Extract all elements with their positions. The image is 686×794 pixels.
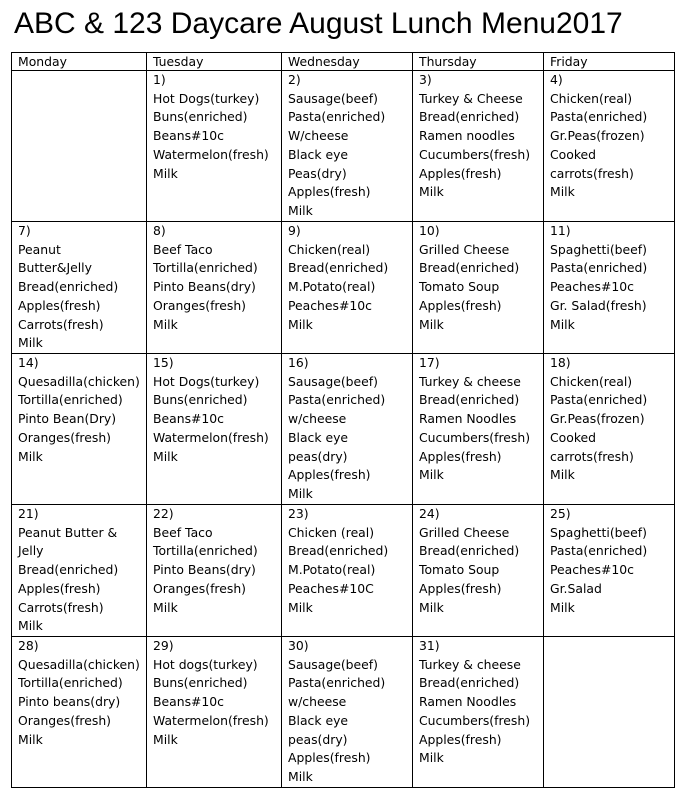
date-number: 31) bbox=[419, 638, 440, 653]
date-number: 24) bbox=[419, 506, 440, 521]
menu-item: Buns(enriched) bbox=[153, 392, 248, 408]
day-cell bbox=[12, 222, 147, 354]
menu-item: Sausage(beef) bbox=[288, 90, 378, 106]
menu-item: Tortilla(enriched) bbox=[153, 260, 258, 276]
menu-item: Buns(enriched) bbox=[153, 109, 248, 125]
menu-item: Apples(fresh) bbox=[419, 580, 502, 596]
menu-item: Pinto Bean(Dry) bbox=[18, 411, 117, 427]
menu-item: Spaghetti(beef) bbox=[550, 241, 647, 257]
menu-item: Peanut Butter & bbox=[18, 524, 118, 540]
day-header-monday: Monday bbox=[12, 53, 147, 71]
menu-item: W/cheese bbox=[288, 128, 349, 144]
menu-item: Black eye bbox=[288, 429, 349, 445]
menu-item: Milk bbox=[153, 316, 178, 332]
date-number: 1) bbox=[153, 72, 166, 87]
day-cell bbox=[12, 71, 147, 222]
menu-item: Cooked bbox=[550, 146, 597, 162]
day-cell bbox=[413, 354, 544, 505]
day-cell bbox=[282, 71, 413, 222]
menu-item: Milk bbox=[550, 184, 575, 200]
menu-item: Milk bbox=[419, 467, 444, 483]
menu-item: Milk bbox=[288, 202, 313, 218]
menu-item: Tortilla(enriched) bbox=[153, 543, 258, 559]
menu-item: Bread(enriched) bbox=[288, 260, 389, 276]
menu-item: Milk bbox=[419, 750, 444, 766]
menu-item: Quesadilla(chicken) bbox=[18, 656, 140, 672]
menu-item: Apples(fresh) bbox=[419, 165, 502, 181]
day-cell bbox=[282, 222, 413, 354]
day-cell bbox=[544, 222, 675, 354]
menu-item: Milk bbox=[419, 184, 444, 200]
day-cell bbox=[12, 505, 147, 637]
menu-item: carrots(fresh) bbox=[550, 165, 634, 181]
menu-item: Sausage(beef) bbox=[288, 373, 378, 389]
date-number: 21) bbox=[18, 506, 39, 521]
date-number: 14) bbox=[18, 355, 39, 370]
day-header-friday: Friday bbox=[544, 53, 675, 71]
date-number: 4) bbox=[550, 72, 563, 87]
date-number: 23) bbox=[288, 506, 309, 521]
menu-item: Turkey & cheese bbox=[419, 373, 521, 389]
menu-item: Milk bbox=[18, 618, 43, 634]
day-cell bbox=[147, 637, 282, 788]
menu-item: Pinto Beans(dry) bbox=[153, 279, 256, 295]
menu-item: Chicken (real) bbox=[288, 524, 375, 540]
menu-item: Pinto beans(dry) bbox=[18, 694, 121, 710]
menu-item: Milk bbox=[288, 599, 313, 615]
menu-item: Pasta(enriched) bbox=[550, 260, 648, 276]
menu-item: Apples(fresh) bbox=[419, 448, 502, 464]
menu-item: Sausage(beef) bbox=[288, 656, 378, 672]
date-number: 16) bbox=[288, 355, 309, 370]
day-header-tuesday: Tuesday bbox=[147, 53, 282, 71]
menu-title: ABC & 123 Daycare August Lunch Menu2017 bbox=[14, 7, 623, 40]
day-cell bbox=[147, 71, 282, 222]
date-number: 25) bbox=[550, 506, 571, 521]
menu-item: Butter&Jelly bbox=[18, 260, 92, 276]
date-number: 28) bbox=[18, 638, 39, 653]
menu-item: Apples(fresh) bbox=[288, 467, 371, 483]
menu-item: Watermelon(fresh) bbox=[153, 712, 269, 728]
menu-item: Pasta(enriched) bbox=[288, 675, 386, 691]
menu-item: Milk bbox=[18, 731, 43, 747]
date-number: 17) bbox=[419, 355, 440, 370]
menu-item: Tomato Soup bbox=[419, 279, 500, 295]
date-number: 2) bbox=[288, 72, 301, 87]
menu-item: Black eye bbox=[288, 146, 349, 162]
menu-item: Pasta(enriched) bbox=[550, 392, 648, 408]
menu-item: Gr.Peas(frozen) bbox=[550, 411, 645, 427]
menu-item: Peaches#10c bbox=[288, 297, 372, 313]
menu-item: Milk bbox=[18, 448, 43, 464]
date-number: 9) bbox=[288, 223, 301, 238]
menu-item: Cucumbers(fresh) bbox=[419, 429, 531, 445]
menu-item: Carrots(fresh) bbox=[18, 599, 104, 615]
day-header-wednesday: Wednesday bbox=[282, 53, 413, 71]
menu-item: peas(dry) bbox=[288, 448, 348, 464]
day-header-row bbox=[12, 53, 675, 71]
day-cell bbox=[282, 505, 413, 637]
menu-item: Bread(enriched) bbox=[18, 562, 119, 578]
menu-item: Ramen Noodles bbox=[419, 411, 517, 427]
menu-item: Hot Dogs(turkey) bbox=[153, 90, 260, 106]
menu-item: Beef Taco bbox=[153, 524, 213, 540]
menu-item: Gr.Salad bbox=[550, 580, 602, 596]
date-number: 30) bbox=[288, 638, 309, 653]
menu-item: w/cheese bbox=[288, 694, 347, 710]
menu-item: Milk bbox=[550, 599, 575, 615]
menu-item: Oranges(fresh) bbox=[18, 712, 112, 728]
menu-item: Milk bbox=[550, 316, 575, 332]
date-number: 3) bbox=[419, 72, 432, 87]
menu-item: Milk bbox=[419, 599, 444, 615]
menu-item: w/cheese bbox=[288, 411, 347, 427]
menu-item: Apples(fresh) bbox=[18, 297, 101, 313]
menu-item: Chicken(real) bbox=[288, 241, 371, 257]
menu-item: Bread(enriched) bbox=[419, 543, 520, 559]
menu-item: Milk bbox=[288, 768, 313, 784]
day-cell bbox=[544, 505, 675, 637]
menu-item: Gr.Peas(frozen) bbox=[550, 128, 645, 144]
menu-item: Cucumbers(fresh) bbox=[419, 146, 531, 162]
date-number: 10) bbox=[419, 223, 440, 238]
menu-item: Cooked bbox=[550, 429, 597, 445]
menu-item: Cucumbers(fresh) bbox=[419, 712, 531, 728]
menu-item: Ramen noodles bbox=[419, 128, 515, 144]
menu-item: M.Potato(real) bbox=[288, 562, 376, 578]
menu-item: Beans#10c bbox=[153, 128, 224, 144]
menu-item: M.Potato(real) bbox=[288, 279, 376, 295]
day-cell bbox=[413, 222, 544, 354]
week-row bbox=[12, 222, 675, 354]
menu-item: Chicken(real) bbox=[550, 90, 633, 106]
menu-item: Beans#10c bbox=[153, 411, 224, 427]
day-cell bbox=[282, 354, 413, 505]
menu-item: Apples(fresh) bbox=[419, 297, 502, 313]
menu-item: carrots(fresh) bbox=[550, 448, 634, 464]
day-cell bbox=[544, 637, 675, 788]
menu-item: Milk bbox=[153, 448, 178, 464]
day-cell bbox=[147, 354, 282, 505]
date-number: 7) bbox=[18, 223, 31, 238]
menu-item: Milk bbox=[288, 316, 313, 332]
menu-item: peas(dry) bbox=[288, 731, 348, 747]
lunch-menu-table bbox=[11, 52, 675, 788]
menu-item: Pasta(enriched) bbox=[288, 109, 386, 125]
menu-item: Spaghetti(beef) bbox=[550, 524, 647, 540]
day-cell bbox=[282, 637, 413, 788]
menu-item: Pasta(enriched) bbox=[288, 392, 386, 408]
menu-item: Peaches#10c bbox=[550, 279, 634, 295]
menu-item: Watermelon(fresh) bbox=[153, 146, 269, 162]
menu-item: Black eye bbox=[288, 712, 349, 728]
day-cell bbox=[413, 71, 544, 222]
menu-item: Turkey & cheese bbox=[419, 656, 521, 672]
menu-item: Jelly bbox=[18, 543, 44, 559]
menu-item: Milk bbox=[419, 316, 444, 332]
menu-item: Bread(enriched) bbox=[419, 675, 520, 691]
menu-item: Hot Dogs(turkey) bbox=[153, 373, 260, 389]
week-row bbox=[12, 71, 675, 222]
date-number: 18) bbox=[550, 355, 571, 370]
date-number: 22) bbox=[153, 506, 174, 521]
day-cell bbox=[413, 505, 544, 637]
day-cell bbox=[544, 354, 675, 505]
menu-item: Pinto Beans(dry) bbox=[153, 562, 256, 578]
day-cell bbox=[147, 505, 282, 637]
menu-item: Hot dogs(turkey) bbox=[153, 656, 258, 672]
menu-item: Oranges(fresh) bbox=[153, 297, 247, 313]
menu-item: Tortilla(enriched) bbox=[18, 392, 123, 408]
date-number: 8) bbox=[153, 223, 166, 238]
menu-item: Apples(fresh) bbox=[18, 580, 101, 596]
menu-item: Chicken(real) bbox=[550, 373, 633, 389]
menu-item: Beef Taco bbox=[153, 241, 213, 257]
menu-item: Apples(fresh) bbox=[288, 184, 371, 200]
menu-item: Peaches#10C bbox=[288, 580, 374, 596]
menu-item: Milk bbox=[18, 335, 43, 351]
menu-item: Pasta(enriched) bbox=[550, 543, 648, 559]
menu-item: Milk bbox=[550, 467, 575, 483]
menu-item: Beans#10c bbox=[153, 694, 224, 710]
date-number: 29) bbox=[153, 638, 174, 653]
menu-item: Tortilla(enriched) bbox=[18, 675, 123, 691]
week-row bbox=[12, 354, 675, 505]
menu-item: Tomato Soup bbox=[419, 562, 500, 578]
menu-item: Milk bbox=[153, 165, 178, 181]
menu-item: Turkey & Cheese bbox=[419, 90, 523, 106]
day-cell bbox=[12, 354, 147, 505]
menu-item: Bread(enriched) bbox=[419, 392, 520, 408]
menu-item: Quesadilla(chicken) bbox=[18, 373, 140, 389]
day-cell bbox=[413, 637, 544, 788]
menu-item: Grilled Cheese bbox=[419, 524, 510, 540]
day-cell bbox=[544, 71, 675, 222]
menu-item: Milk bbox=[153, 731, 178, 747]
menu-item: Oranges(fresh) bbox=[18, 429, 112, 445]
week-row bbox=[12, 505, 675, 637]
menu-item: Buns(enriched) bbox=[153, 675, 248, 691]
menu-item: Carrots(fresh) bbox=[18, 316, 104, 332]
menu-item: Apples(fresh) bbox=[288, 750, 371, 766]
menu-item: Ramen Noodles bbox=[419, 694, 517, 710]
menu-item: Peas(dry) bbox=[288, 165, 347, 181]
date-number: 11) bbox=[550, 223, 571, 238]
menu-item: Peanut bbox=[18, 241, 61, 257]
menu-item: Apples(fresh) bbox=[419, 731, 502, 747]
menu-item: Peaches#10c bbox=[550, 562, 634, 578]
menu-item: Milk bbox=[288, 485, 313, 501]
date-number: 15) bbox=[153, 355, 174, 370]
menu-item: Bread(enriched) bbox=[419, 260, 520, 276]
menu-item: Grilled Cheese bbox=[419, 241, 510, 257]
menu-item: Bread(enriched) bbox=[419, 109, 520, 125]
week-row bbox=[12, 637, 675, 788]
menu-item: Milk bbox=[153, 599, 178, 615]
menu-item: Gr. Salad(fresh) bbox=[550, 297, 647, 313]
menu-item: Pasta(enriched) bbox=[550, 109, 648, 125]
menu-item: Watermelon(fresh) bbox=[153, 429, 269, 445]
day-cell bbox=[147, 222, 282, 354]
day-cell bbox=[12, 637, 147, 788]
menu-item: Bread(enriched) bbox=[18, 279, 119, 295]
menu-item: Bread(enriched) bbox=[288, 543, 389, 559]
menu-item: Oranges(fresh) bbox=[153, 580, 247, 596]
day-header-thursday: Thursday bbox=[413, 53, 544, 71]
